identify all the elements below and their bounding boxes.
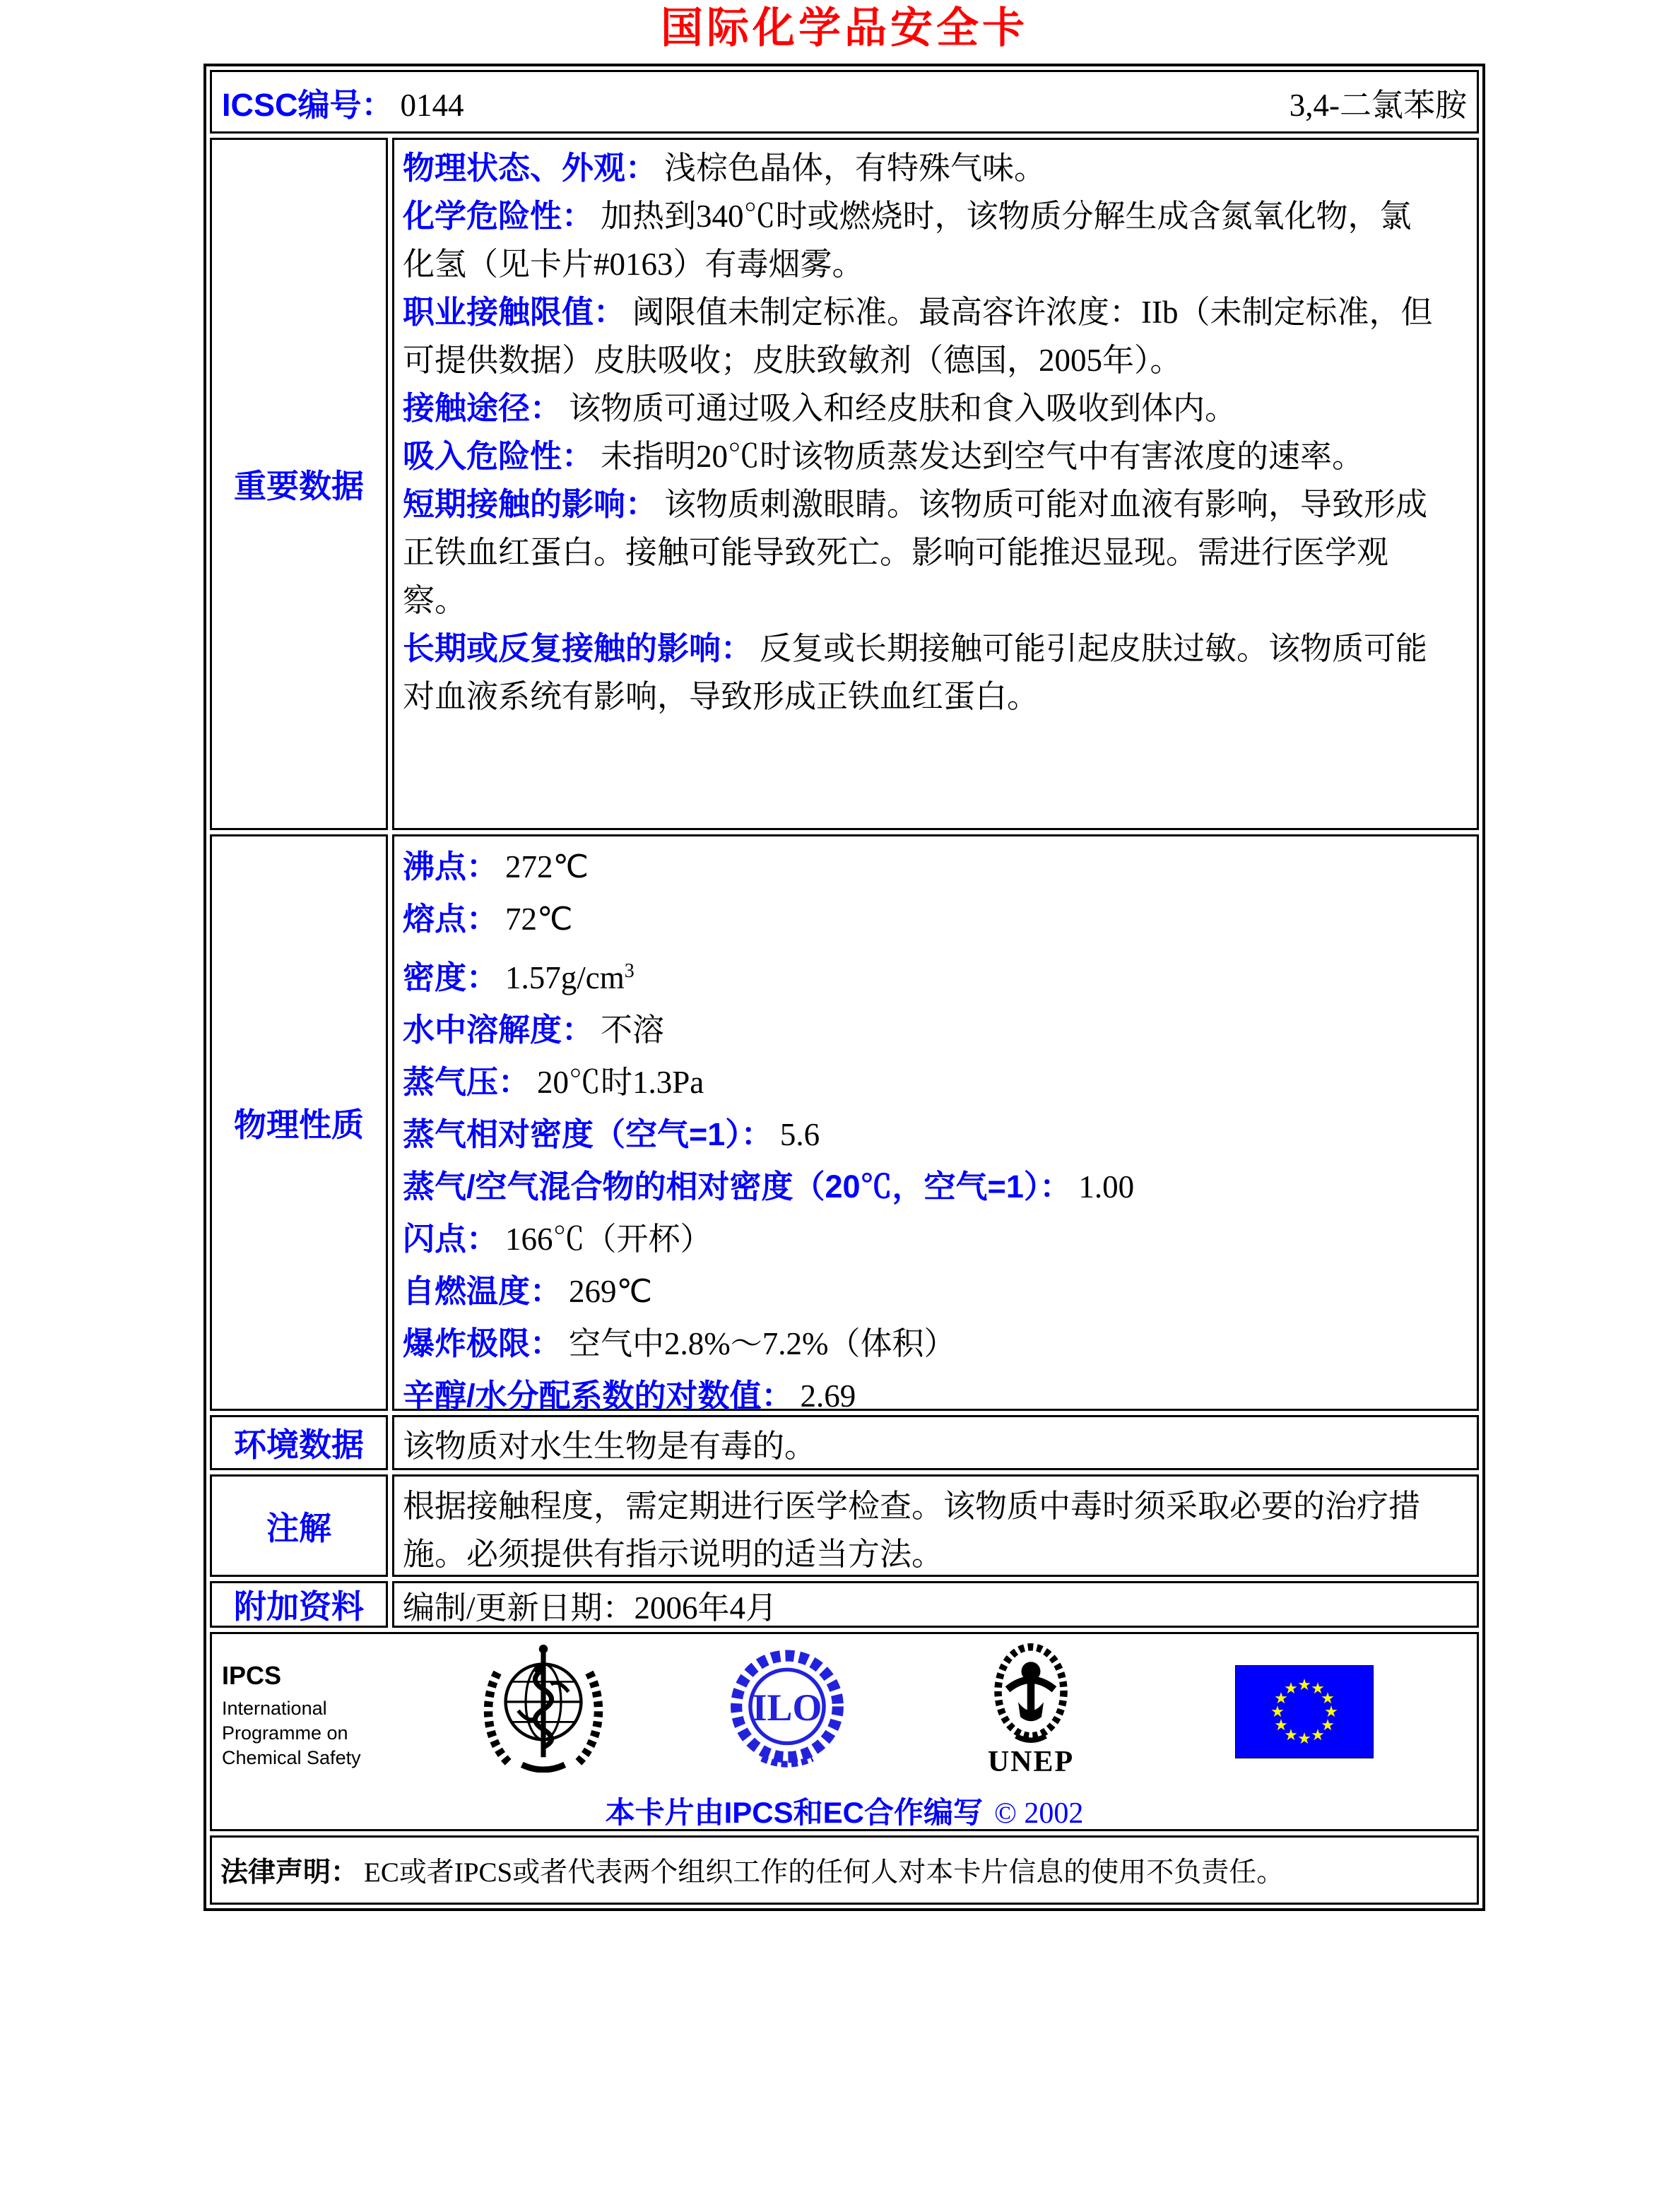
item-label: 职业接触限值： (403, 294, 626, 330)
ipcs-acronym: IPCS (222, 1661, 282, 1690)
item-value: 272℃ (505, 849, 589, 885)
important-item (403, 480, 1441, 625)
item-label: 辛醇/水分配系数的对数值： (403, 1378, 793, 1414)
item-value: 1.00 (1078, 1169, 1135, 1205)
svg-text:★: ★ (1274, 1690, 1288, 1708)
item-text: 反复或长期接触可能引起皮肤过敏。该物质可能对血液系统有影响，导致形成正铁血红蛋白。 (403, 631, 1428, 714)
item-label: 化学危险性： (403, 198, 594, 234)
legal-label: 法律声明： (220, 1857, 359, 1888)
item-value: 166℃（开杯） (505, 1222, 712, 1257)
chemical-name: 3,4-二氯苯胺 (1289, 87, 1467, 123)
item-value: 72℃ (505, 901, 573, 937)
item-label: 熔点： (403, 901, 499, 937)
unep-logo-block (974, 1643, 1088, 1779)
physical-item (403, 1056, 1441, 1108)
who-emblem-icon (480, 1641, 606, 1773)
notes-content: 根据接触程度，需定期进行医学检查。该物质中毒时须采取必要的治疗措施。必须提供有指示说明的适当方法。 (392, 1474, 1479, 1577)
eu-flag-icon (1235, 1665, 1374, 1758)
item-value: 1.57g/cm (505, 960, 625, 995)
item-label: 吸入危险性： (403, 438, 594, 474)
item-value: 不溶 (601, 1012, 665, 1048)
svg-text:ILO: ILO (752, 1686, 822, 1729)
icsc-header-cell (210, 70, 1479, 134)
item-text: 浅棕色晶体，有特殊气味。 (664, 150, 1046, 186)
caption-copyright: © 2002 (993, 1797, 1084, 1830)
ipcs-text-block (222, 1661, 399, 1770)
notes-row (210, 1474, 1479, 1577)
svg-text:★: ★ (1321, 1717, 1335, 1734)
svg-text:★: ★ (1284, 1680, 1298, 1698)
item-label: 蒸气压： (403, 1064, 531, 1100)
caption-text: 本卡片由IPCS和EC合作编写 (605, 1796, 983, 1829)
legal-cell (210, 1835, 1479, 1905)
footer-logos-row (210, 1632, 1479, 1831)
item-label: 爆炸极限： (403, 1325, 562, 1361)
important-item (403, 288, 1441, 384)
ilo-emblem-icon (724, 1647, 851, 1771)
legal-row (210, 1835, 1479, 1905)
item-label: 密度： (403, 959, 499, 995)
notes-row-label: 注解 (210, 1474, 388, 1577)
important-data-content (392, 138, 1479, 830)
important-data-row-label: 重要数据 (210, 138, 388, 830)
item-label: 蒸气相对密度（空气=1）： (403, 1116, 773, 1152)
svg-text:★: ★ (1311, 1727, 1325, 1744)
physical-item (403, 1161, 1441, 1213)
item-label: 闪点： (403, 1221, 499, 1257)
physical-properties-content (392, 834, 1479, 1414)
environment-data-row-label: 环境数据 (210, 1415, 388, 1470)
physical-item (403, 945, 1441, 1004)
important-item (403, 384, 1441, 432)
physical-item (403, 893, 1441, 945)
physical-properties-row (210, 834, 1479, 1414)
physical-properties-row-label: 物理性质 (210, 834, 388, 1411)
svg-text:★: ★ (1284, 1727, 1298, 1744)
item-text: 该物质刺激眼睛。该物质可能对血液有影响，导致形成正铁血红蛋白。接触可能导致死亡。影响可能推迟显现。需进行医学观察。 (403, 487, 1428, 618)
svg-text:★: ★ (1274, 1717, 1288, 1734)
important-item (403, 432, 1441, 480)
environment-data-row (210, 1415, 1479, 1470)
item-label: 长期或反复接触的影响： (403, 630, 753, 666)
item-value: 空气中2.8%～7.2%（体积） (569, 1326, 956, 1361)
page-title: 国际化学品安全卡 (661, 5, 1028, 52)
physical-item (403, 1004, 1441, 1056)
footer-caption (212, 1790, 1477, 1832)
svg-text:★: ★ (1297, 1730, 1311, 1748)
unep-wordmark: UNEP (987, 1746, 1075, 1778)
svg-text:★: ★ (1324, 1703, 1338, 1721)
item-text: 该物质可通过吸入和经皮肤和食入吸收到体内。 (569, 391, 1237, 426)
footer-logos-cell (210, 1632, 1479, 1831)
additional-info-row-label: 附加资料 (210, 1581, 388, 1628)
unep-emblem-icon (978, 1643, 1084, 1746)
safety-card-table (203, 64, 1485, 1911)
physical-item (403, 1213, 1441, 1265)
svg-text:★: ★ (1297, 1676, 1311, 1694)
physical-item (403, 1108, 1441, 1161)
item-value: 5.6 (779, 1117, 820, 1152)
physical-item (403, 841, 1441, 893)
environment-data-content: 该物质对水生生物是有毒的。 (392, 1415, 1479, 1470)
icsc-number-value: 0144 (400, 87, 464, 123)
item-label: 水中溶解度： (403, 1012, 594, 1048)
item-text: 加热到340℃时或燃烧时，该物质分解生成含氮氧化物，氯化氢（见卡片#0163）有毒烟雾。 (403, 199, 1412, 282)
svg-text:★: ★ (1270, 1703, 1285, 1721)
important-data-row (210, 138, 1479, 830)
svg-text:★: ★ (1311, 1680, 1325, 1698)
physical-item (403, 1318, 1441, 1370)
item-label: 沸点： (403, 848, 499, 885)
item-value-superscript: 3 (624, 960, 635, 982)
important-item (403, 625, 1441, 721)
ipcs-full-name: International Programme on Chemical Safety (222, 1698, 361, 1769)
item-text: 未指明20℃时该物质蒸发达到空气中有害浓度的速率。 (601, 439, 1364, 474)
item-label: 自燃温度： (403, 1273, 562, 1309)
item-label: 物理状态、外观： (403, 150, 658, 186)
item-value: 2.69 (800, 1378, 856, 1414)
icsc-header-row (210, 70, 1479, 134)
item-label: 蒸气/空气混合物的相对密度（20℃，空气=1）： (403, 1169, 1072, 1205)
legal-text: EC或者IPCS或者代表两个组织工作的任何人对本卡片信息的使用不负责任。 (364, 1857, 1285, 1888)
physical-item (403, 1370, 1441, 1422)
additional-info-content: 编制/更新日期：2006年4月 (392, 1581, 1479, 1628)
physical-item (403, 1265, 1441, 1318)
item-label: 短期接触的影响： (403, 486, 658, 522)
icsc-number-group (222, 79, 464, 125)
item-value: 20℃时1.3Pa (537, 1065, 704, 1100)
svg-text:★: ★ (1321, 1690, 1335, 1708)
important-item (403, 144, 1441, 192)
icsc-number-label: ICSC编号： (222, 86, 394, 123)
additional-info-row (210, 1581, 1479, 1628)
important-item (403, 192, 1441, 288)
item-value: 269℃ (569, 1274, 653, 1309)
item-text: 阈限值未制定标准。最高容许浓度：IIb（未制定标准，但可提供数据）皮肤吸收；皮肤致敏剂（德国，2005年）。 (403, 295, 1433, 378)
item-label: 接触途径： (403, 390, 562, 426)
